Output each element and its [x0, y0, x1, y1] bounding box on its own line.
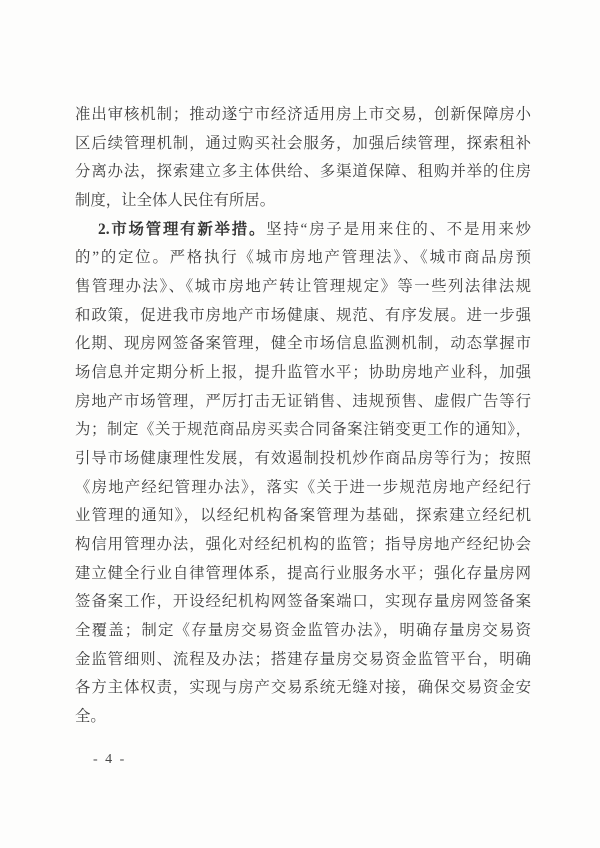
text-line: 全覆盖；制定《存量房交易资金监管办法》，明确存量房交易资 — [75, 622, 531, 640]
para2-heading: 2.市场管理有新举措。 — [98, 220, 267, 238]
text-line: 《房地产经纪管理办法》，落实《关于进一步规范房地产经纪行 — [75, 478, 531, 496]
text-line: 构信用管理办法，强化对经纪机构的监管；指导房地产经纪协会 — [75, 536, 531, 554]
text-line: 制度，让全体人民住有所居。 — [75, 192, 276, 210]
para2-first-line — [75, 216, 531, 245]
text-line: 全。 — [75, 708, 106, 726]
page-number: - 4 - — [93, 752, 127, 767]
text-line: 准出审核机制；推动遂宁市经济适用房上市交易，创新保障房小 — [75, 106, 531, 123]
text-line: 化期、现房网签备案管理，健全市场信息监测机制，动态掌握市 — [75, 335, 531, 353]
document-body — [75, 101, 531, 732]
text-line: 金监管细则、流程及办法；搭建存量房交易资金监管平台，明确 — [75, 650, 531, 668]
text-line: 建立健全行业自律管理体系，提高行业服务水平；强化存量房网 — [75, 564, 531, 582]
text-line: 业管理的通知》，以经纪机构备案管理为基础，探索建立经纪机 — [75, 507, 531, 525]
text-line: 和政策，促进我市房地产市场健康、规范、有序发展。进一步强 — [75, 306, 531, 324]
text-line: 房地产市场管理，严厉打击无证销售、违规预售、虚假广告等行 — [75, 392, 531, 410]
text-line: 场信息并定期分析上报，提升监管水平；协助房地产业科，加强 — [75, 364, 531, 382]
text-line: 签备案工作，开设经纪机构网签备案端口，实现存量房网签备案 — [75, 593, 531, 611]
text-line: 为；制定《关于规范商品房买卖合同备案注销变更工作的通知》， — [75, 421, 531, 439]
text-line: 的”的定位。严格执行《城市房地产管理法》、《城市商品房预 — [75, 249, 531, 267]
text-line: 各方主体权责，实现与房产交易系统无缝对接，确保交易资金安 — [75, 679, 531, 697]
text-line: 售管理办法》、《城市房地产转让管理规定》等一些列法律法规 — [75, 278, 531, 296]
para2-first-line-rest: 坚持“房子是用来住的、不是用来炒 — [266, 220, 531, 238]
text-line: 引导市场健康理性发展，有效遏制投机炒作商品房等行为；按照 — [75, 450, 531, 468]
text-line: 区后续管理机制，通过购买社会服务，加强后续管理，探索租补 — [75, 134, 531, 152]
text-line: 分离办法，探索建立多主体供给、多渠道保障、租购并举的住房 — [75, 163, 531, 181]
